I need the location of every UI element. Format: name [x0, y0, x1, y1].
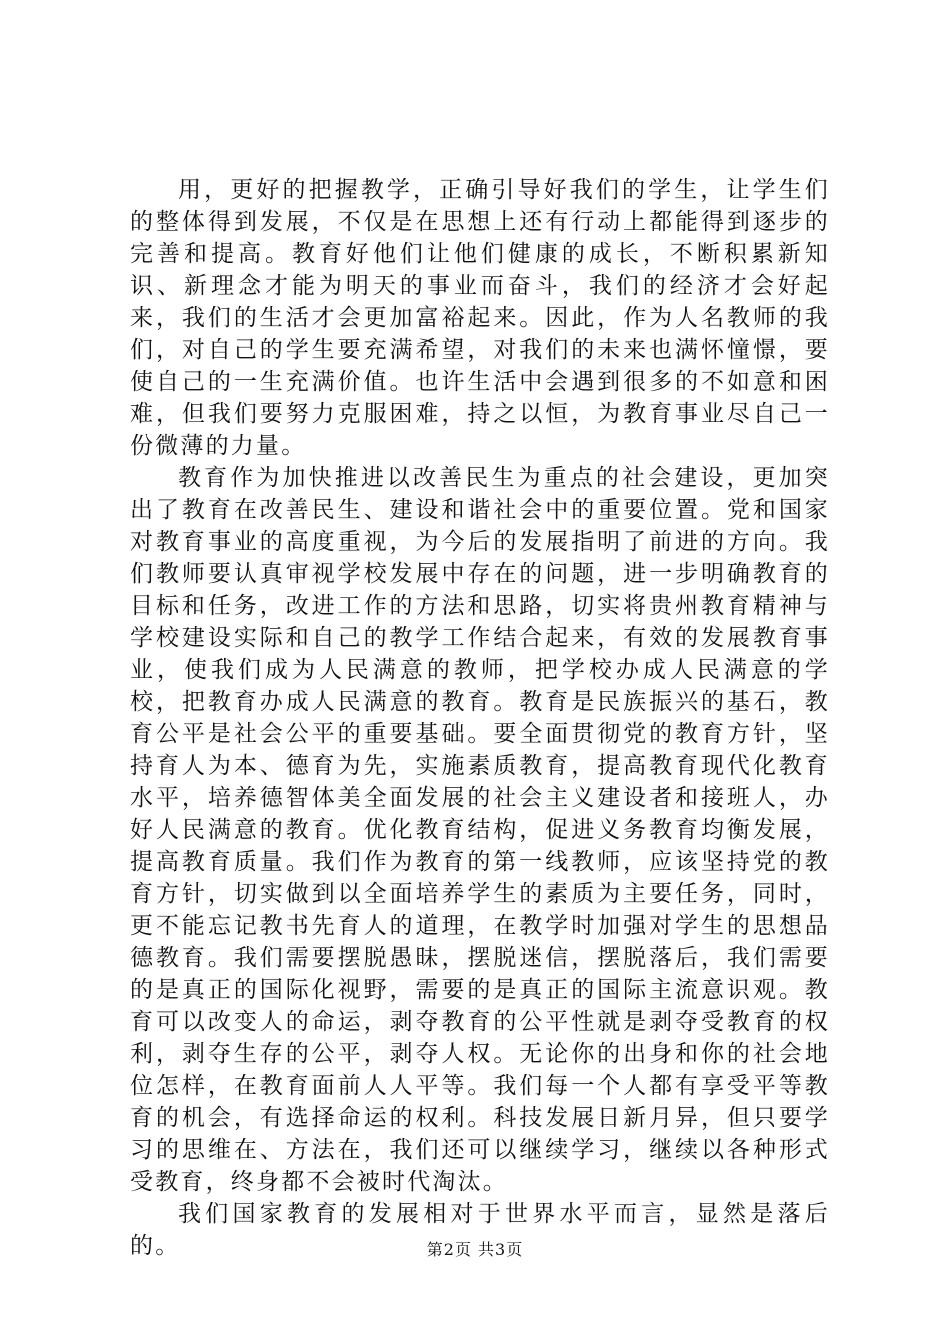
page-footer: 第2页 共3页 [426, 1240, 524, 1259]
paragraph-2: 教育作为加快推进以改善民生为重点的社会建设，更加突出了教育在改善民生、建设和谐社会中的重要位置。党和国家对教育事业的高度重视，为今后的发展指明了前进的方向。我们教师要认真审视学校发展中存在的问题，进一步明确教育的目标和任务，改进工作的方法和思路，切实将贵州教育精神与学校建设实际和自己的教学工作结合起来，有效的发展教育事业，使我们成为人民满意的教师，把学校办成人民满意的学校，把教育办成人民满意的教育。教育是民族振兴的基石，教育公平是社会公平的重要基础。要全面贯彻党的教育方针，坚持育人为本、德育为先，实施素质教育，提高教育现代化教育水平，培养德智体美全面发展的社会主义建设者和接班人，办好人民满意的教育。优化教育结构，促进义务教育均衡发展，提高教育质量。我们作为教育的第一线教师，应该坚持党的教育方针，切实做到以全面培养学生的素质为主要任务，同时，更不能忘记教书先育人的道理，在教学时加强对学生的思想品德教育。我们需要摆脱愚昧，摆脱迷信，摆脱落后，我们需要的是真正的国际化视野，需要的是真正的国际主流意识观。教育可以改变人的命运，剥夺教育的公平性就是剥夺受教育的权利，剥夺生存的公平，剥夺人权。无论你的出身和你的社会地位怎样，在教育面前人人平等。我们每一个人都有享受平等教育的机会，有选择命运的权利。科技发展日新月异，但只要学习的思维在、方法在，我们还可以继续学习，继续以各种形式受教育，终身都不会被时代淘汰。 [130, 465, 830, 1195]
paragraph-3: 我们国家教育的发展相对于世界水平而言，显然是落后的。 [130, 1201, 830, 1259]
paragraph-1: 用，更好的把握教学，正确引导好我们的学生，让学生们的整体得到发展，不仅是在思想上还有行动上都能得到逐步的完善和提高。教育好他们让他们健康的成长，不断积累新知识、新理念才能为明天的事业而奋斗，我们的经济才会好起来，我们的生活才会更加富裕起来。因此，作为人名教师的我们，对自己的学生要充满希望，对我们的未来也满怀憧憬，要使自己的一生充满价值。也许生活中会遇到很多的不如意和困难，但我们要努力克服困难，持之以恒，为教育事业尽自己一份微薄的力量。 [130, 177, 830, 459]
body-text [130, 174, 830, 1262]
